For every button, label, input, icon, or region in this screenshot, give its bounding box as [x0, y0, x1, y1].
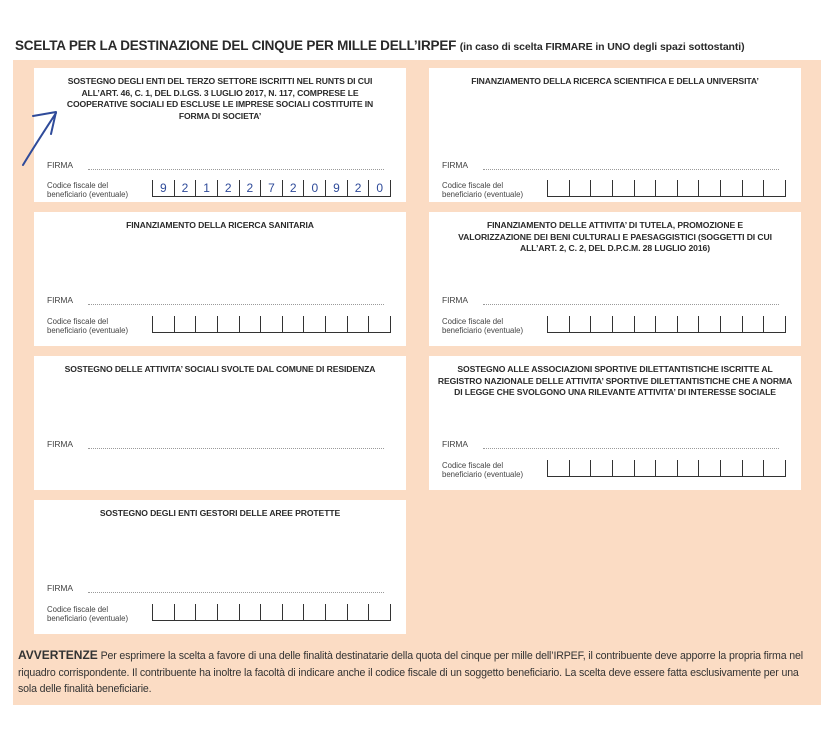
- tax-code-cell[interactable]: 0: [368, 180, 391, 196]
- box-title: SOSTEGNO DEGLI ENTI GESTORI DELLE AREE PROTETTE: [99, 508, 341, 518]
- tax-code-label-line1: Codice fiscale del: [47, 605, 109, 614]
- tax-code-cell[interactable]: 7: [260, 180, 282, 196]
- firma-label: FIRMA: [442, 439, 468, 449]
- tax-code-cell[interactable]: 2: [347, 180, 369, 196]
- box-title: FINANZIAMENTO DELLE ATTIVITA’ DI TUTELA, PROMOZIONE E VALORIZZAZIONE DEI BENI CULTURALI E PAESAGGISTICI (SOGGETTI DI CUI ALL’ART. 2, C. 2, DEL D.P.C.M. 28 LUGLIO 2016): [458, 220, 772, 253]
- warning-text: Per esprimere la scelta a favore di una delle finalità destinatarie della quota del cinque per mille dell’IRPEF, il contribuente deve apporre la propria firma nel riquadro corrispondente. Il contribuente ha inoltre la facoltà di indicare anche il codice fiscale di un soggetto beneficiario. La scelta deve essere fatta esclusivamente per una sola delle finalità beneficiarie.: [18, 650, 803, 695]
- box-title: SOSTEGNO ALLE ASSOCIAZIONI SPORTIVE DILETTANTISTICHE ISCRITTE AL REGISTRO NAZIONALE DELLE ATTIVITA’ SPORTIVE DILETTANTISTICHE CHE A NORMA DI LEGGE CHE SVOLGONO UNA RILEVANTE ATTIVITA’ DI INTERESSE SOCIALE: [437, 364, 793, 397]
- tax-code-label-line1: Codice fiscale del: [47, 181, 109, 190]
- box-title: SOSTEGNO DELLE ATTIVITA’ SOCIALI SVOLTE DAL COMUNE DI RESIDENZA: [64, 364, 376, 374]
- tax-code-cell[interactable]: 2: [239, 180, 261, 196]
- tax-code-cell[interactable]: 0: [303, 180, 325, 196]
- tax-code-label-line2: beneficiario (eventuale): [47, 614, 129, 623]
- tax-code-cell[interactable]: 1: [195, 180, 217, 196]
- tax-code-label-line1: Codice fiscale del: [442, 181, 504, 190]
- tax-code-label-line2: beneficiario (eventuale): [47, 190, 129, 199]
- tax-code-cell[interactable]: 9: [325, 180, 347, 196]
- firma-label: FIRMA: [47, 583, 73, 593]
- tax-code-cell[interactable]: 9: [152, 180, 174, 196]
- warning-heading: AVVERTENZE: [18, 648, 98, 662]
- form-title-text: SCELTA PER LA DESTINAZIONE DEL CINQUE PER MILLE DELL’IRPEF: [15, 38, 457, 53]
- tax-code-label-line2: beneficiario (eventuale): [442, 470, 524, 479]
- box-title: SOSTEGNO DEGLI ENTI DEL TERZO SETTORE ISCRITTI NEL RUNTS DI CUI ALL’ART. 46, C. 1, DEL D.LGS. 3 LUGLIO 2017, N. 117, COMPRESE LE COOPERATIVE SOCIALI ED ESCLUSE LE IMPRESE SOCIALI COSTITUITE IN FORMA DI SOCIETA’: [66, 76, 374, 121]
- tax-code-label-line1: Codice fiscale del: [442, 317, 504, 326]
- box-title: FINANZIAMENTO DELLA RICERCA SCIENTIFICA E DELLA UNIVERSITA’: [471, 76, 759, 86]
- tax-code-cell[interactable]: 2: [174, 180, 196, 196]
- tax-code-cell[interactable]: 2: [282, 180, 304, 196]
- box-title: FINANZIAMENTO DELLA RICERCA SANITARIA: [126, 220, 314, 230]
- tax-code-label-line2: beneficiario (eventuale): [442, 190, 524, 199]
- firma-label: FIRMA: [47, 439, 73, 449]
- tax-code-label-line2: beneficiario (eventuale): [442, 326, 524, 335]
- tax-code-label-line2: beneficiario (eventuale): [47, 326, 129, 335]
- tax-code-label-line1: Codice fiscale del: [442, 461, 504, 470]
- firma-label: FIRMA: [442, 295, 468, 305]
- firma-label: FIRMA: [47, 295, 73, 305]
- tax-code-label-line1: Codice fiscale del: [47, 317, 109, 326]
- form-subtitle: (in caso di scelta FIRMARE in UNO degli spazi sottostanti): [459, 41, 745, 53]
- tax-code-cell[interactable]: 2: [217, 180, 239, 196]
- firma-label: FIRMA: [442, 160, 468, 170]
- firma-label: FIRMA: [47, 160, 73, 170]
